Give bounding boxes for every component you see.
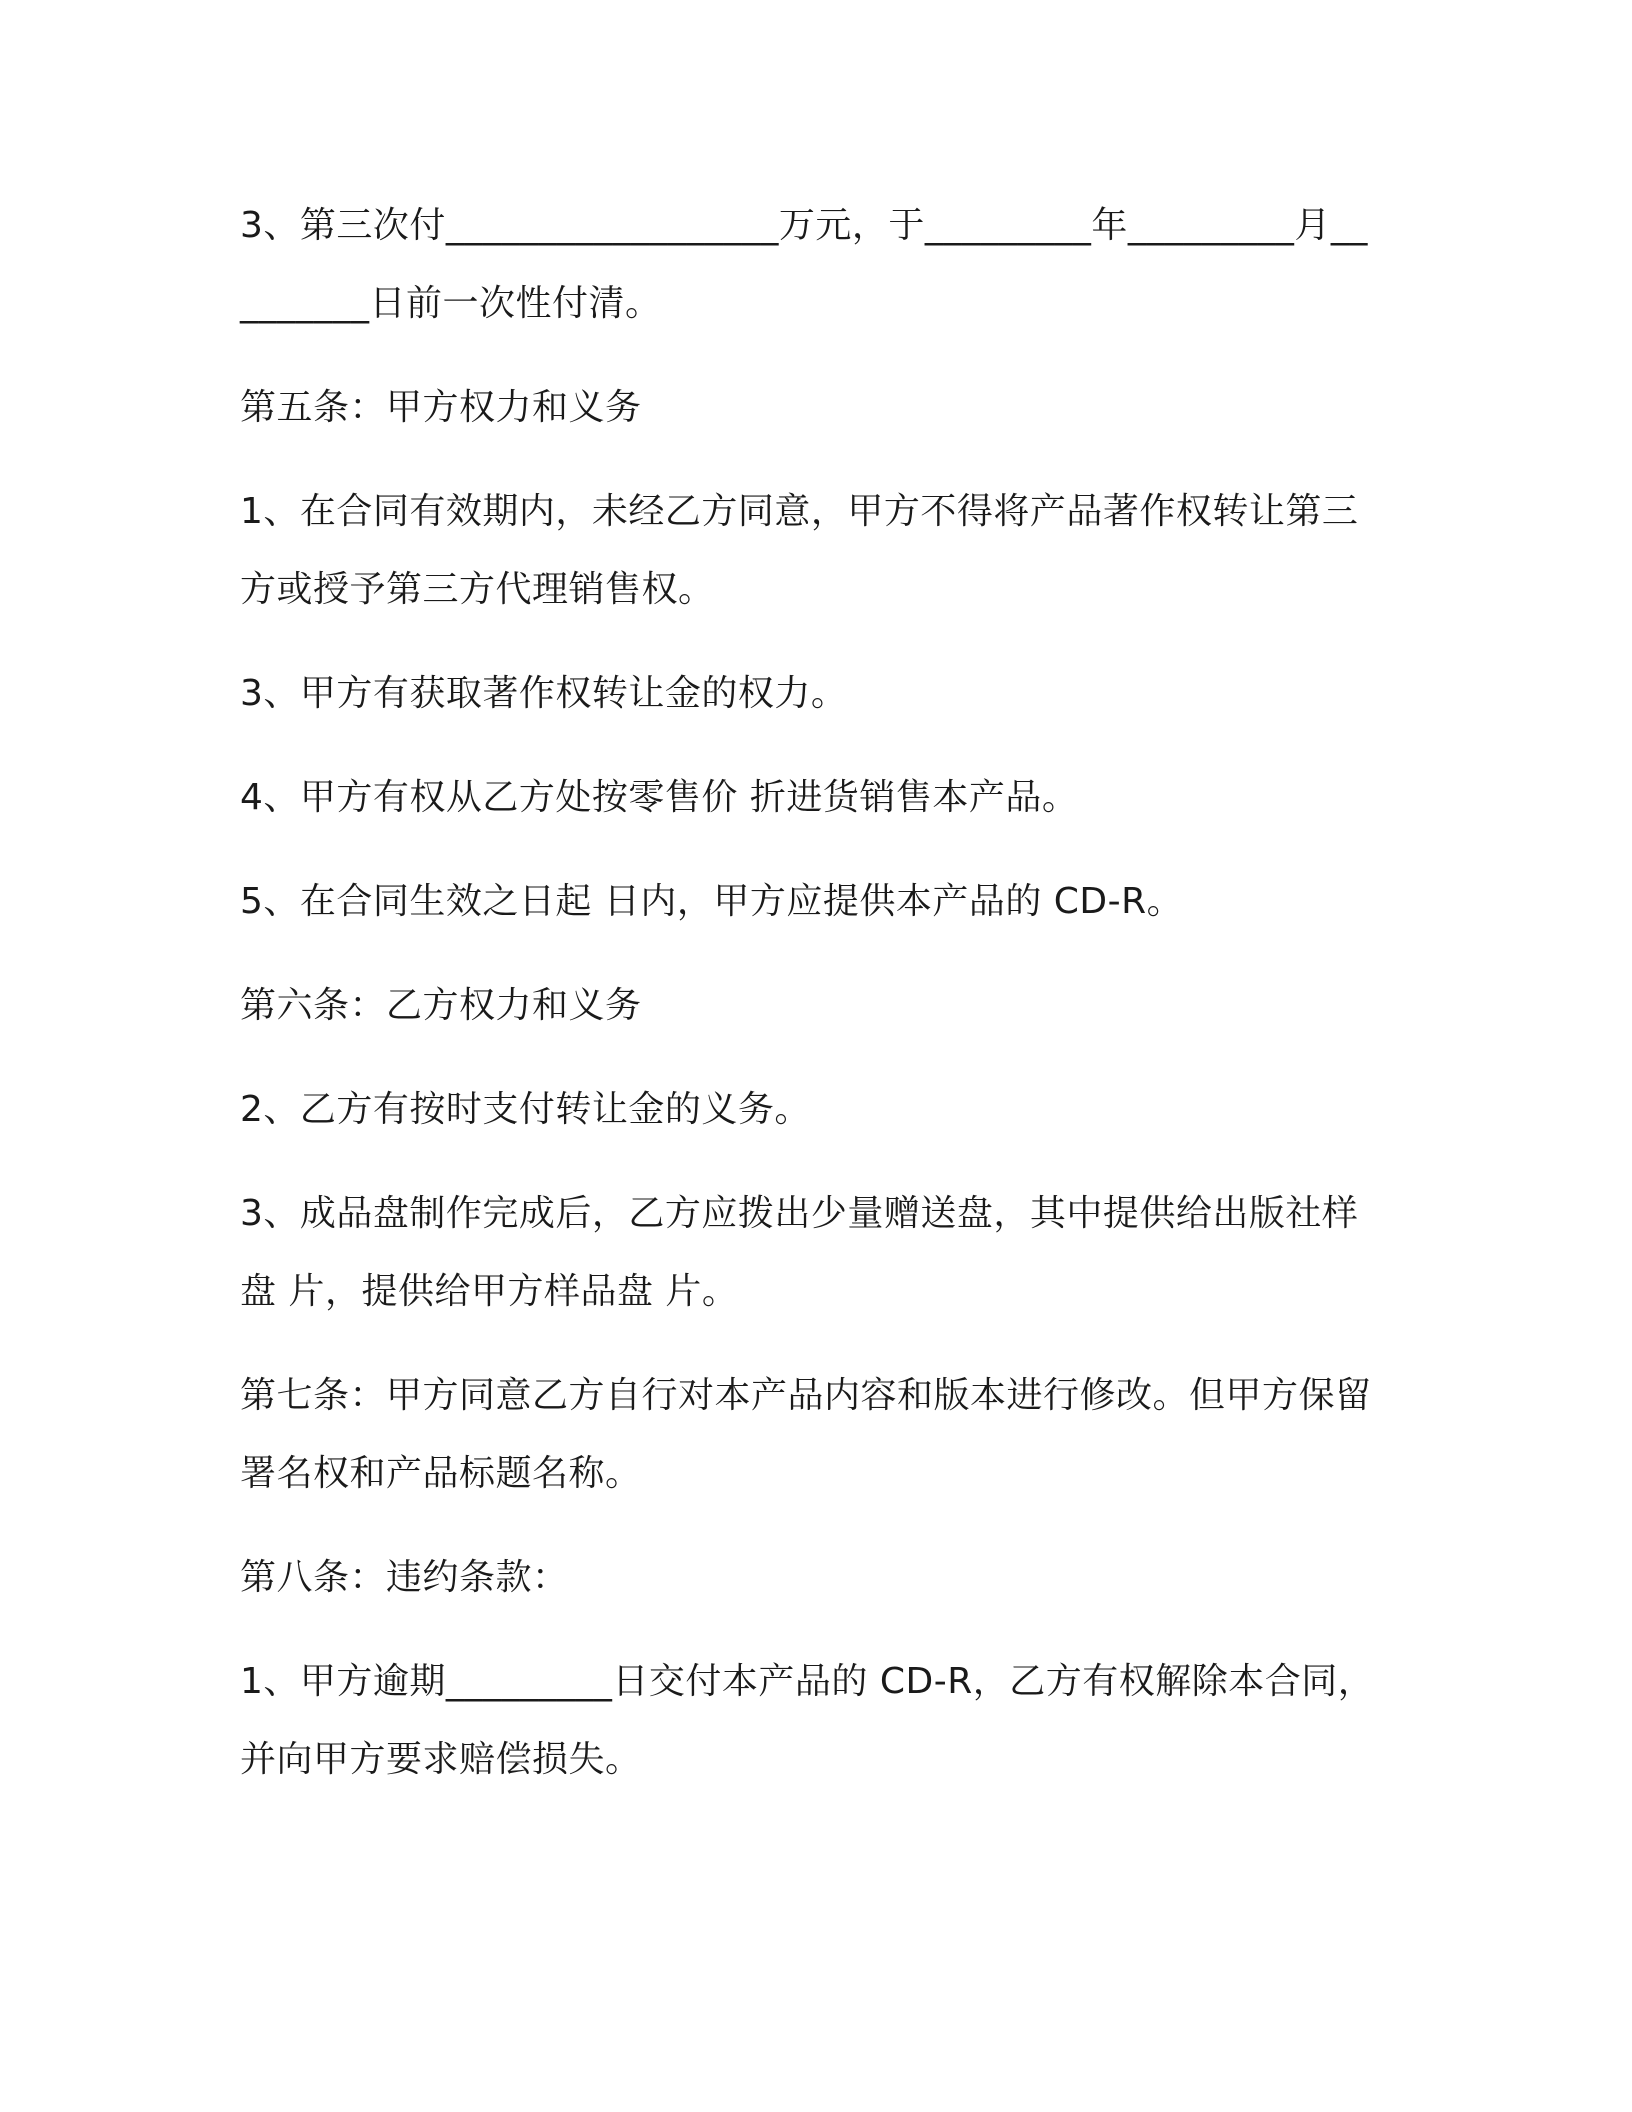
clause-8-1: 1、甲方逾期_________日交付本产品的 CD-R，乙方有权解除本合同，并向甲方要求赔偿损失。 [240,1661,1375,1780]
clause-6-3: 3、成品盘制作完成后，乙方应拨出少量赠送盘，其中提供给出版社样盘 片，提供给甲方样品盘 片。 [240,1193,1359,1312]
clause-5-4: 4、甲方有权从乙方处按零售价 折进货销售本产品。 [240,777,1079,818]
clause-5-1: 1、在合同有效期内，未经乙方同意，甲方不得将产品著作权转让第三方或授予第三方代理销售权。 [240,491,1359,610]
clause-6-2: 2、乙方有按时支付转让金的义务。 [240,1089,811,1130]
clause-5-5: 5、在合同生效之日起 日内，甲方应提供本产品的 CD-R。 [240,881,1184,922]
clause-5-3: 3、甲方有获取著作权转让金的权力。 [240,673,848,714]
article-7-text: 第七条：甲方同意乙方自行对本产品内容和版本进行修改。但甲方保留署名权和产品标题名称。 [240,1375,1372,1494]
article-8-heading: 第八条：违约条款： [240,1557,569,1598]
article-6-heading: 第六条：乙方权力和义务 [240,985,642,1026]
article-5-heading: 第五条：甲方权力和义务 [240,387,642,428]
document-body [240,187,1382,1825]
clause-third-payment: 3、第三次付__________________万元，于_________年_________月_________日前一次性付清。 [240,205,1368,324]
